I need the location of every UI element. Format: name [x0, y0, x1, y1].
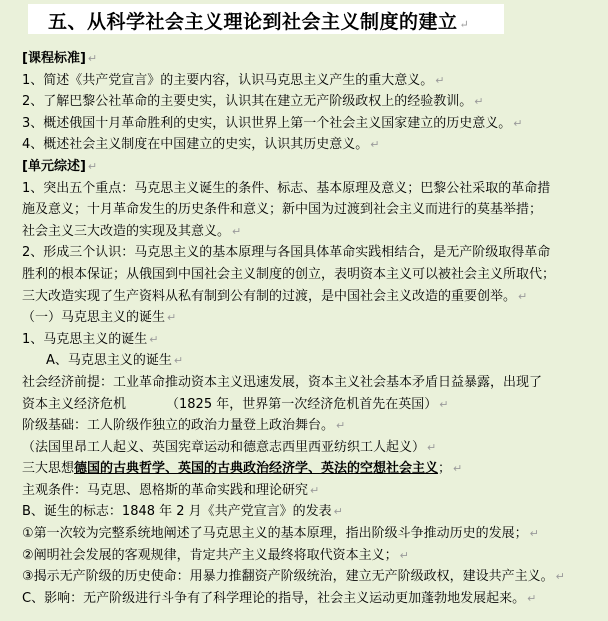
text-span: B、诞生的标志：1848 年 2 月《共产党宣言》的发表 — [22, 504, 332, 520]
section-heading — [22, 156, 604, 178]
underlined-text: 德国的古典哲学、英国的古典政治经济学、英法的空想社会主义 — [74, 461, 439, 477]
paragraph-mark-icon: ↵ — [474, 95, 484, 109]
page-title — [48, 7, 469, 34]
paragraph-mark-icon: ↵ — [336, 419, 346, 433]
text-line — [22, 415, 604, 437]
text-line — [22, 501, 604, 523]
paragraph-mark-icon: ↵ — [173, 354, 184, 368]
paragraph-mark-icon: ↵ — [518, 289, 528, 303]
text-line — [22, 480, 604, 502]
text-span: 胜利的根本保证；从俄国到中国社会主义制度的创立，表明资本主义可以被社会主义所取代； — [22, 266, 556, 282]
text-span: 三大思想 — [22, 461, 75, 477]
text-line — [22, 286, 604, 308]
text-line — [22, 566, 604, 588]
text-line — [22, 329, 604, 351]
paragraph-mark-icon: ↵ — [453, 462, 463, 476]
text-span: A、马克思主义的诞生 — [46, 353, 172, 369]
text-span: 1、突出五个重点：马克思主义诞生的条件、标志、基本原理及意义；巴黎公社采取的革命措 — [22, 180, 551, 196]
text-line — [22, 458, 604, 480]
text-span: （法国里昂工人起义、英国宪章运动和德意志西里西亚纺织工人起义） — [22, 439, 426, 455]
paragraph-mark-icon: ↵ — [529, 527, 539, 541]
paragraph-mark-icon: ↵ — [459, 18, 470, 31]
paragraph-mark-icon: ↵ — [399, 548, 409, 562]
paragraph-mark-icon: ↵ — [370, 138, 380, 152]
text-span: 三大改造实现了生产资料从私有制到公有制的过渡，是中国社会主义改造的重要创举。 — [22, 288, 517, 304]
text-line — [22, 372, 604, 394]
section-heading — [22, 48, 604, 70]
paragraph-mark-icon: ↵ — [333, 505, 343, 519]
paragraph-mark-icon: ↵ — [527, 591, 537, 605]
text-span: C、影响：无产阶级进行斗争有了科学理论的指导，社会主义运动更加蓬勃地发展起来。 — [22, 590, 526, 606]
text-span: ③揭示无产阶级的历史使命：用暴力推翻资产阶级统治，建立无产阶级政权，建设共产主义。 — [22, 569, 554, 585]
text-span: 2、形成三个认识：马克思主义的基本原理与各国具体革命实践相结合，是无产阶级取得革命 — [22, 245, 551, 261]
text-span: 阶级基础：工人阶级作独立的政治力量登上政治舞台。 — [22, 418, 335, 434]
text-span: 2、了解巴黎公社革命的主要史实，认识其在建立无产阶级政权上的经验教训。 — [22, 94, 473, 110]
text-line — [22, 588, 604, 610]
text-span: [单元综述] — [22, 158, 86, 174]
paragraph-mark-icon: ↵ — [87, 159, 98, 173]
text-span: 资本主义经济危机 — [22, 396, 127, 412]
text-line — [22, 221, 604, 243]
text-span: ①第一次较为完整系统地阐述了马克思主义的基本原理，指出阶级斗争推动历史的发展； — [22, 526, 528, 542]
text-line — [22, 242, 604, 264]
text-line — [22, 134, 604, 156]
text-line — [22, 113, 604, 135]
paragraph-mark-icon: ↵ — [167, 311, 177, 325]
document-body — [22, 48, 604, 609]
paragraph-mark-icon: ↵ — [310, 483, 320, 497]
text-span: [课程标准] — [22, 51, 86, 66]
text-line — [22, 350, 604, 372]
text-line — [22, 545, 604, 567]
text-line — [22, 523, 604, 545]
text-span: 主观条件：马克思、恩格斯的革命实践和理论研究 — [22, 482, 309, 498]
text-span: 1、简述《共产党宣言》的主要内容，认识马克思主义产生的重大意义。 — [22, 72, 434, 88]
text-span: 社会主义三大改造的实现及其意义。 — [22, 223, 231, 239]
paragraph-mark-icon: ↵ — [513, 116, 523, 130]
text-line — [22, 394, 604, 416]
text-span: （1825 年，世界第一次经济危机首先在英国） — [166, 396, 438, 412]
text-span: 施及意义；十月革命发生的历史条件和意义；新中国为过渡到社会主义而进行的莫基举措； — [22, 202, 543, 218]
paragraph-mark-icon: ↵ — [232, 224, 242, 238]
text-line — [22, 178, 604, 200]
text-line — [22, 199, 604, 221]
paragraph-mark-icon: ↵ — [427, 440, 437, 454]
text-line — [22, 70, 604, 92]
paragraph-mark-icon: ↵ — [439, 397, 449, 411]
text-span: 社会经济前提：工业革命推动资本主义迅速发展，资本主义社会基本矛盾日益暴露，出现了 — [22, 374, 543, 390]
paragraph-mark-icon: ↵ — [435, 73, 445, 87]
paragraph-mark-icon: ↵ — [555, 570, 565, 584]
paragraph-mark-icon: ↵ — [87, 52, 98, 65]
text-span: （一）马克思主义的诞生 — [22, 310, 166, 326]
text-span: ②阐明社会发展的客观规律，肯定共产主义最终将取代资本主义； — [22, 547, 398, 563]
paragraph-mark-icon: ↵ — [149, 332, 159, 346]
text-span: ； — [438, 461, 452, 477]
subsection-heading — [22, 307, 604, 329]
text-span: 1、马克思主义的诞生 — [22, 331, 148, 347]
text-line — [22, 91, 604, 113]
text-span: 4、概述社会主义制度在中国建立的史实，认识其历史意义。 — [22, 137, 369, 153]
text-line — [22, 437, 604, 459]
title-text: 五、从科学社会主义理论到社会主义制度的建立 — [48, 11, 458, 33]
text-span: 3、概述俄国十月革命胜利的史实，认识世界上第一个社会主义国家建立的历史意义。 — [22, 115, 512, 131]
text-line — [22, 264, 604, 286]
